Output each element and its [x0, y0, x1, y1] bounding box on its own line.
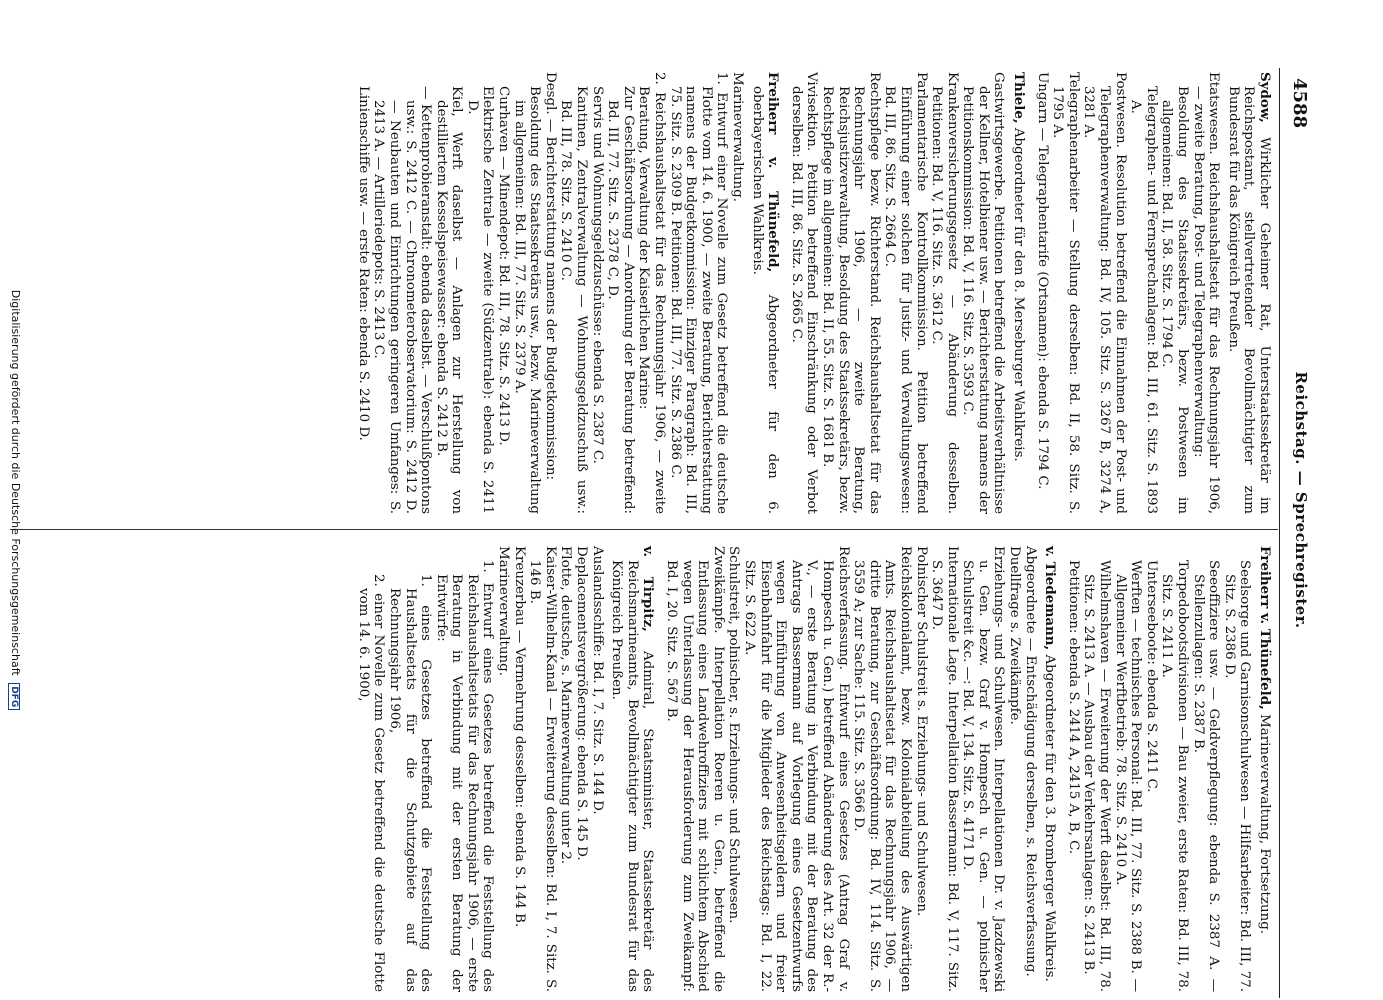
entry-thuenefeld-continued: [1256, 546, 1272, 992]
entry-name: v. Tirpitz,: [640, 546, 657, 632]
index-line: 1. eines Gesetzes betreffend die Feststellung des Haushaltsetats für die Schutzgebiete auf das Rechnungsjahr 1906,: [386, 574, 434, 992]
page-number: 4588: [1289, 78, 1310, 129]
index-line: Reichsverfassung. Entwurf eines Gesetzes (Antrag Graf v. Hompesch u. Gen.) betreffend Abänderung des Art. 32 der R.-V., — erste Beratung in Verbindung mit der Beratung des Antrags Bassermann auf Vorlegung eines Gesetzentwurfs wegen Einführung von Anwesenheitsgeldern und freier Eisenbahnfahrt für die Mitglieder des Reichstags: Bd. I, 22. Sitz. S. 622 A.: [742, 546, 851, 992]
index-line: Seelsorge und Garnisonschulwesen — Hilfsarbeiter: Bd. III, 77. Sitz. S. 2386 D.: [1221, 560, 1253, 992]
index-line: Werften — technisches Personal: Bd. III, 77. Sitz. S. 2388 B. — Allgemeiner Werftbetrieb: 78. Sitz. S. 2410 A.: [1112, 560, 1144, 992]
index-line: Elektrische Zentrale — zweite (Südzentrale): ebenda S. 2411 D.: [464, 86, 496, 514]
digitization-footer: [8, 0, 22, 1000]
index-line: Vivisektion. Petition betreffend Einschränkung oder Verbot derselben: Bd. III, 86. Sitz. S. 2665 C.: [788, 72, 820, 514]
index-line: 1. Entwurf eines Gesetzes betreffend die Feststellung des Reichshaushaltsetats für das Rechnungsjahr 1906, — erste Beratung in Verbindung mit der ersten Beratung der Entwürfe:: [433, 560, 496, 992]
entry-thiele: [1011, 72, 1027, 514]
page-title: Reichstag. — Sprechregister.: [1292, 371, 1310, 629]
entry-description: Admiral, Staatsminister, Staatssekretär des Reichsmarineamts, Bevollmächtigter zum Bundesrat für das Königreich Preußen.: [609, 560, 656, 992]
index-line: 2. Reichshaushaltsetat für das Rechnungsjahr 1906, — zweite Beratung, Verwaltung der Kaiserlichen Marine:: [636, 72, 668, 514]
index-line: Kantinen, Zentralverwaltung — Wohnungsgeldzuschuß usw.: Bd. III, 78. Sitz. S. 2410 C.: [558, 86, 590, 514]
index-line: 2. einer Novelle zum Gesetz betreffend die deutsche Flotte vom 14. 6. 1900,: [355, 574, 387, 992]
entry-name: Sydow,: [1257, 72, 1273, 123]
index-line: Erziehungs- und Schulwesen. Interpellationen Dr. v. Jazdzewski u. Gen. bezw. Graf v. Hompesch u. Gen. — polnischer Schulstreit &c. —: Bd. V, 134. Sitz. S. 4171 D.: [960, 546, 1007, 992]
index-line: Kreuzerbau — Vermehrung desselben: ebenda S. 144 B.: [511, 546, 527, 928]
index-line: — Kettenprobieranstalt: ebenda daselbst. — Verschlußpontons usw.: S. 2412 C. — Chronometerobservatorium: S. 2412 D. — Neubauten und Einrichtungen geringeren Umfanges: S. 2413 A. — Artilleriedepots: S. 2413 C.: [371, 86, 434, 514]
index-line: Parlamentarische Kontrollkommission. Petition betreffend Einführung einer solchen für Justiz- und Verwaltungswesen: Bd. III, 86. Sitz. S. 2664 C.: [882, 72, 929, 514]
index-line: Duellfrage s. Zweikämpfe.: [1007, 546, 1023, 725]
index-line: Kaiser-Wilhelm-Kanal — Erweiterung desselben: Bd. I, 7. Sitz. S. 146 B.: [527, 546, 558, 992]
entry-tiedemann: [1042, 546, 1058, 992]
entry-description: Marineverwaltung, Fortsetzung.: [1257, 714, 1272, 935]
entry-tirpitz: [609, 546, 656, 992]
index-line: Gastwirtsgewerbe. Petitionen betreffend die Arbeitsverhältnisse der Kellner, Hotelbiener usw. — Berichterstattung namens der Petitionskommission: Bd. V, 116. Sitz. S. 3593 C.: [960, 72, 1007, 514]
index-line: Curhaven — Minendepot: Bd. III, 78. Sitz. S. 2413 D.: [496, 86, 512, 446]
entry-name: Freiherr v. Thünefeld,: [765, 72, 782, 273]
entry-description: Abgeordneter für den 6. oberbayerischen Wahlkreis.: [749, 86, 781, 514]
entry-description: Wirklicher Geheimer Rat, Unterstaatssekretär im Reichspostamt, stellvertretender Bevollmächtigter zum Bundesrat für das Königreich Preußen.: [1225, 86, 1272, 514]
index-line: Internationale Lage. Interpellation Bassermann: Bd. V, 117. Sitz. S. 3647 D.: [929, 546, 960, 992]
entry-name: Thiele,: [1011, 72, 1028, 124]
index-line: Unterseeboote: ebenda S. 2411 C.: [1143, 560, 1159, 793]
entry-thuenefeld: [749, 72, 780, 514]
index-line: Torpedobootsdivisionen — Bau zweier, erste Raten: Bd. III, 78. Sitz. S. 2411 A.: [1159, 560, 1191, 992]
entry-name: Freiherr v. Thünefeld,: [1257, 546, 1273, 710]
index-line: Marineverwaltung.: [496, 546, 512, 677]
dfg-logo: DFG: [8, 683, 20, 710]
index-line: Polnischer Schulstreit s. Erziehungs- und Schulwesen.: [913, 546, 929, 917]
index-line: Linienschiffe usw. — erste Raten: ebenda S. 2410 D.: [355, 86, 371, 441]
index-line: Ungarn — Telegraphentarife (Ortsnamen): ebenda S. 1794 C.: [1034, 72, 1050, 490]
column-divider: [10, 529, 1278, 530]
index-line: Deplacementsvergrößerung: ebenda S. 145 D.: [574, 546, 590, 861]
page-header: [1286, 0, 1310, 1000]
index-line: Besoldung des Staatssekretärs, bezw. Postwesen im allgemeinen: Bd. II, 58. Sitz. S. 1794 C.: [1159, 86, 1191, 514]
index-line: Marineverwaltung.: [730, 72, 745, 203]
right-column: [355, 546, 1272, 992]
index-line: Rechtspflege bezw. Richterstand. Reichshaushaltsetat für das Rechnungsjahr 1906, — zweite Beratung, Reichsjustizverwaltung, Besoldung des Staatssekretärs, bezw. Rechtspflege im allgemeinen: Bd. II, 55. Sitz. S. 1681 B.: [819, 72, 882, 514]
index-line: Besoldung des Staatssekretärs usw., bezw. Marineverwaltung im allgemeinen: Bd. III, 77. Sitz. S. 2379 A.: [511, 86, 543, 514]
entry-name: v. Tiedemann,: [1042, 546, 1059, 651]
index-line: Zweikämpfe. Interpellation Roeren u. Gen., betreffend die Entlassung eines Landwehroffiziers mit schlichtem Abschied wegen Unterlassung der Herausforderung zum Zweikampf: Bd. I, 20. Sitz. S. 567 B.: [664, 546, 726, 992]
index-line: Kiel, Werft daselbst — Anlagen zur Herstellung von destilliertem Kesselspeisewasser: ebenda S. 2412 B.: [433, 86, 465, 514]
entry-description: Abgeordneter für den 8. Merseburger Wahlkreis.: [1011, 127, 1027, 462]
entry-description: Abgeordneter für den 3. Bromberger Wahlkreis.: [1042, 654, 1058, 982]
entry-sydow: [1225, 72, 1272, 514]
index-line: 1. Entwurf einer Novelle zum Gesetz betreffend die deutsche Flotte vom 14. 6. 1900, — zweite Beratung, Berichterstattung namens der Budgetkommission: Einziger Paragraph: Bd. III, 75. Sitz. S. 2309 B. Petitionen: Bd. III, 77. Sitz. S. 2386 C.: [667, 72, 730, 514]
header-rule: [1279, 68, 1280, 998]
index-line: Wilhelmshaven — Erweiterung der Werft daselbst: Bd. III, 78. Sitz. S. 2413 A. — Ausbau der Verkehrsanlagen: S. 2413 B.: [1081, 560, 1113, 992]
index-line: Telegraphenarbeiter — Stellung derselben: Bd. II, 58. Sitz. S. 1795 A.: [1050, 72, 1081, 514]
index-line: Postwesen. Resolution betreffend die Einnahmen der Post- und Telegraphenverwaltung: Bd. IV, 105. Sitz. S. 3267 B, 3274 A, 3281 A.: [1081, 72, 1128, 514]
index-line: Servis und Wohnungsgeldzuschüsse: ebenda S. 2387 C.: [589, 86, 605, 464]
index-line: Zur Geschäftsordnung — Anordnung der Beratung betreffend: Bd. III, 77. Sitz. S. 2378 C, D.: [605, 86, 636, 514]
index-line: Etatswesen. Reichshaushaltsetat für das Rechnungsjahr 1906, — zweite Beratung, Post- und Telegraphenverwaltung:: [1190, 72, 1222, 514]
index-line: Telegraphen- und Fernsprechanlagen: Bd. III, 61. Sitz. S. 1893 A.: [1128, 86, 1159, 514]
index-line: Petitionen: ebenda S. 2414 A, 2415 A, B, C.: [1065, 560, 1081, 855]
left-column: [355, 72, 1272, 514]
index-line: Reichskolonialamt, bezw. Kolonialabteilung des Auswärtigen Amts. Reichshaushaltsetat für das Rechnungsjahr 1906, — dritte Beratung, zur Geschäftsordnung: Bd. IV, 114. Sitz. S. 3559 A; zur Sache: 115. Sitz. S. 3566 D.: [851, 546, 913, 992]
index-line: Abgeordnete — Entschädigung derselben, s. Reichsverfassung.: [1022, 546, 1038, 977]
index-line: Auslandsschiffe: Bd. I, 7. Sitz. S. 144 D.: [589, 546, 605, 815]
footer-text: Digitalisierung gefördert durch die Deutsche Forschungsgemeinschaft: [9, 289, 22, 676]
index-line: Desgl. — Berichterstattung namens der Budgetkommission:: [542, 72, 558, 481]
index-line: Krankenversicherungsgesetz — Abänderung desselben. Petitionen: Bd. V, 116. Sitz. S. 3612 C.: [929, 72, 960, 514]
index-line: Schulstreit, polnischer, s. Erziehungs- und Schulwesen.: [726, 546, 742, 924]
index-line: Flotte, deutsche, s. Marineverwaltung unter 2.: [558, 546, 574, 865]
index-line: Seeoffiziere usw. — Geldverpflegung: ebenda S. 2387 A. — Stellenzulagen: S. 2387 B.: [1190, 560, 1222, 992]
